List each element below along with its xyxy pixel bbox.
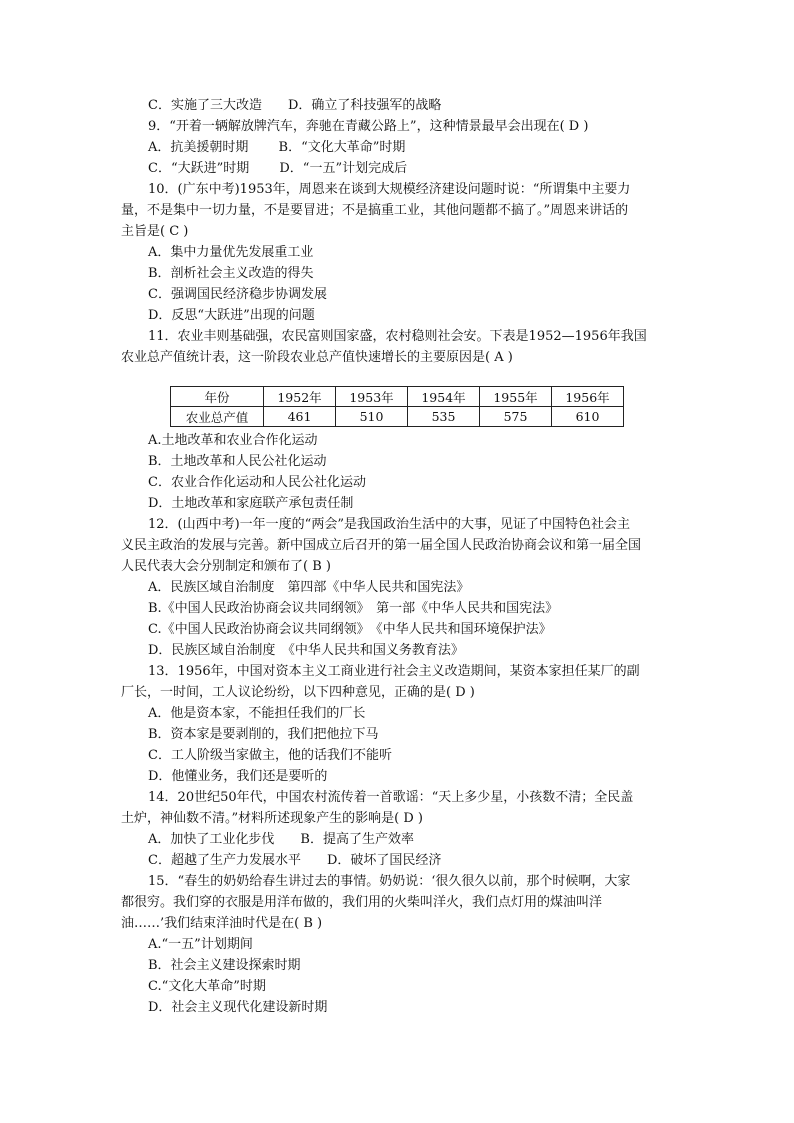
table-value-cell: 610: [552, 407, 624, 427]
q14-option-ab: A．加快了工业化步伐 B．提高了生产效率: [148, 832, 414, 847]
q13-stem-line1: 13．1956年，中国对资本主义工商业进行社会主义改造期间，某资本家担任某厂的副: [148, 664, 640, 679]
q11-option-d: D．土地改革和家庭联产承包责任制: [148, 496, 354, 511]
table-header-label: 年份: [171, 387, 264, 407]
q10-option-b: B．剖析社会主义改造的得失: [148, 266, 314, 281]
table-row-label: 农业总产值: [171, 407, 264, 427]
q13-option-c: C．工人阶级当家做主，他的话我们不能听: [148, 748, 392, 763]
q9-option-cd: C．“大跃进”时期 D．“一五”计划完成后: [148, 161, 408, 176]
table-year-cell: 1953年: [336, 387, 408, 407]
table-year-cell: 1955年: [480, 387, 552, 407]
table-row: [171, 407, 624, 427]
q12-option-d: D．民族区域自治制度 《中华人民共和国义务教育法》: [148, 643, 464, 658]
table-year-cell: 1952年: [264, 387, 336, 407]
q12-stem-line2: 义民主政治的发展与完善。新中国成立后召开的第一届全国人民政治协商会议和第一届全国: [121, 538, 642, 553]
q12-option-c: C.《中国人民政治协商会议共同纲领》 《中华人民共和国环境保护法》: [148, 622, 552, 637]
table-value-cell: 575: [480, 407, 552, 427]
q13-option-a: A．他是资本家，不能担任我们的厂长: [148, 706, 366, 721]
q11-stem-line1: 11．农业丰则基础强，农民富则国家盛，农村稳则社会安。下表是1952—1956年我国: [148, 329, 647, 344]
table-row: [171, 387, 624, 407]
table-value-cell: 535: [408, 407, 480, 427]
q13-option-d: D．他懂业务，我们还是要听的: [148, 769, 328, 784]
q9-stem: 9．“开着一辆解放牌汽车，奔驰在青藏公路上”，这种情景最早会出现在( D ): [148, 119, 589, 134]
q10-stem-line2: 量，不是集中一切力量，不是要冒进；不是搞重工业，其他问题都不搞了。”周恩来讲话的: [121, 203, 629, 218]
q11-option-c: C．农业合作化运动和人民公社化运动: [148, 475, 366, 490]
q12-stem-line3: 人民代表大会分别制定和颁布了( B ): [121, 559, 331, 574]
q10-option-a: A．集中力量优先发展重工业: [148, 245, 314, 260]
table-year-cell: 1956年: [552, 387, 624, 407]
q13-option-b: B．资本家是要剥削的，我们把他拉下马: [148, 727, 379, 742]
agriculture-output-table: [170, 386, 624, 427]
q11-option-a: A.土地改革和农业合作化运动: [148, 433, 318, 448]
q13-stem-line2: 厂长，一时间，工人议论纷纷，以下四种意见，正确的是( D ): [121, 685, 475, 700]
q9-option-ab: A．抗美援朝时期 B．“文化大革命”时期: [148, 140, 406, 155]
q15-option-b: B．社会主义建设探索时期: [148, 958, 301, 973]
q10-option-d: D．反思“大跃进”出现的问题: [148, 308, 315, 323]
q15-option-d: D．社会主义现代化建设新时期: [148, 1000, 328, 1015]
q15-stem-line3: 油……’我们结束洋油时代是在( B ): [121, 916, 323, 931]
q8-option-cd: C．实施了三大改造 D．确立了科技强军的战略: [148, 98, 442, 113]
q14-stem-line2: 土炉，神仙数不清。”材料所述现象产生的影响是( D ): [121, 811, 423, 826]
q12-option-a: A．民族区域自治制度 第四部《中华人民共和国宪法》: [148, 580, 470, 595]
q14-option-cd: C．超越了生产力发展水平 D．破坏了国民经济: [148, 853, 442, 868]
q15-stem-line1: 15．“春生的奶奶给春生讲过去的事情。奶奶说：‘很久很久以前，那个时候啊，大家: [148, 874, 631, 889]
q15-stem-line2: 都很穷。我们穿的衣服是用洋布做的，我们用的火柴叫洋火，我们点灯用的煤油叫洋: [121, 895, 603, 910]
q15-option-c: C.“文化大革命”时期: [148, 979, 266, 994]
q11-option-b: B．土地改革和人民公社化运动: [148, 454, 327, 469]
q10-option-c: C．强调国民经济稳步协调发展: [148, 287, 327, 302]
q12-option-b: B.《中国人民政治协商会议共同纲领》 第一部《中华人民共和国宪法》: [148, 601, 559, 616]
table-value-cell: 461: [264, 407, 336, 427]
q15-option-a: A.“一五”计划期间: [148, 937, 253, 952]
q10-stem-line3: 主旨是( C ): [121, 224, 189, 239]
table-value-cell: 510: [336, 407, 408, 427]
q10-stem-line1: 10．(广东中考)1953年，周恩来在谈到大规模经济建设问题时说：“所谓集中主要力: [148, 182, 631, 197]
q12-stem-line1: 12．(山西中考)一年一度的“两会”是我国政治生活中的大事，见证了中国特色社会主: [148, 517, 630, 532]
table-year-cell: 1954年: [408, 387, 480, 407]
q14-stem-line1: 14．20世纪50年代，中国农村流传着一首歌谣：“天上多少星，小孩数不清；全民盖: [148, 790, 634, 805]
q11-stem-line2: 农业总产值统计表，这一阶段农业总产值快速增长的主要原因是( A ): [121, 350, 513, 365]
